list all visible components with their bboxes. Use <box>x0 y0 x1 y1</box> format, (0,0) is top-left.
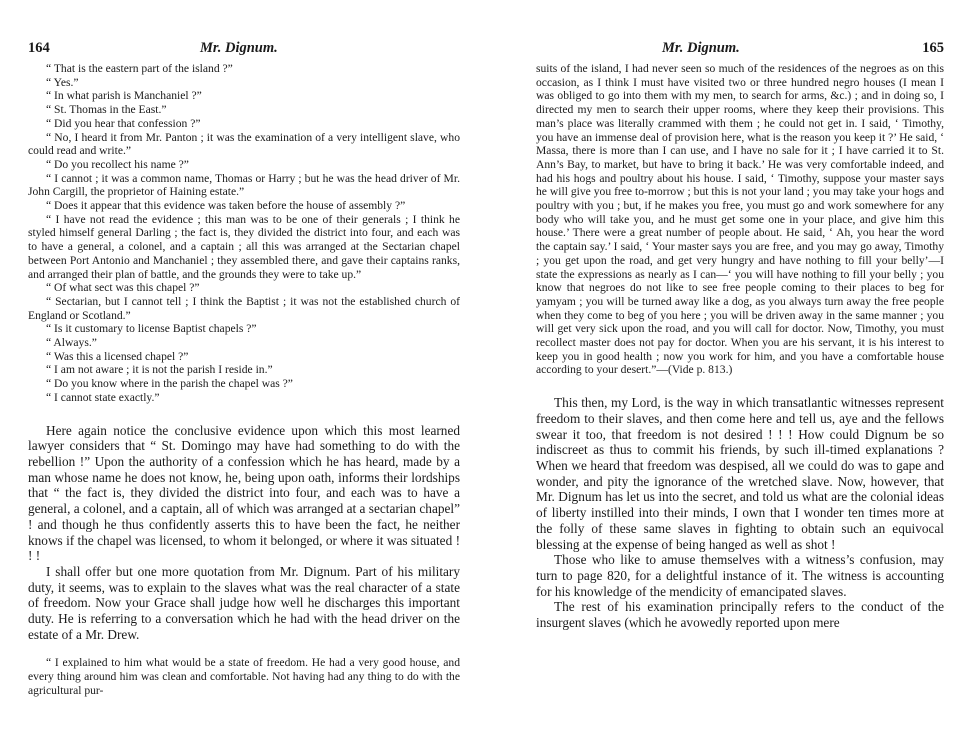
dialogue-line: “ Of what sect was this chapel ?” <box>46 281 200 295</box>
quote-block <box>536 62 944 377</box>
right-page <box>536 0 944 756</box>
paragraph: This then, my Lord, is the way in which transatlantic witnesses represent freedom to their slaves, and then come here and tell us, aye and the fellows swear it too, that freedom is not desired ! ! ! How could Dignum be so indiscreet as thus to commit his friends, by such ill-timed explanations ? When we heard that freedom was despised, all we could do was to gape and wonder, and pity the ignorance of the wretched slave. Now, however, that Mr. Dignum has let us into the secret, and told us what are the colonial ideas of liberty instilled into their minds, I own that I wonder ten times more at the folly of these same slaves in fighting to obtain such an equivocal blessing at the expense of being hanged as well as shot ! <box>536 395 944 552</box>
left-page <box>28 0 460 756</box>
quote-paragraph: “ I explained to him what would be a state of freedom. He had a very good house, and every thing around him was clean and comfortable. Not having had any thing to do with the agricultural pur- <box>28 656 460 697</box>
left-page-body <box>28 62 460 698</box>
paragraph: Here again notice the conclusive evidence upon which this most learned lawyer considers that “ St. Domingo may have had something to do with the rebellion !” Upon the authority of a confession which he has heard, made by a man whose name he does not know, he, being upon oath, informs their lordships that “ the fact is, they divided the district into four, and each was to have a general, a colonel, and a captain, all of which was arranged at a sectarian chapel” ! and though he thus confidently asserts this to have been the fact, he neither knows if the chapel was licensed, to whom it belonged, or where it was situated ! ! ! <box>28 422 460 564</box>
spacer <box>28 642 460 656</box>
commentary-block <box>536 395 944 631</box>
dialogue-line: “ I cannot state exactly.” <box>46 390 160 404</box>
dialogue-line: “ I have not read the evidence ; this man was to be one of their generals ; I think he styled himself general Darling ; the fact is, they divided the district into four, and each was to have a general, a colonel, and a captain ; all this was arranged at the Sectarian chapel between Port Antonio and Manchaniel ; they assembled there, and gave their captains ranks, and arranged their plan of battle, and the grounds they were to take up.” <box>28 212 460 281</box>
dialogue-line: “ Did you hear that confession ?” <box>46 116 201 130</box>
paragraph: The rest of his examination principally refers to the conduct of the insurgent slaves (which he avowedly reported upon mere <box>536 599 944 631</box>
spacer <box>28 405 460 423</box>
paragraph: Those who like to amuse themselves with a witness’s confusion, may turn to page 820, for a delightful instance of it. The witness is accounting for his knowledge of the mendicity of emancipated slaves. <box>536 552 944 599</box>
dialogue-line: “ I am not aware ; it is not the parish I reside in.” <box>46 363 273 377</box>
running-head: Mr. Dignum. <box>200 40 278 56</box>
page-number: 164 <box>28 40 50 56</box>
dialogue-line: “ Sectarian, but I cannot tell ; I think the Baptist ; it was not the established church of England or Scotland.” <box>28 294 460 322</box>
dialogue-line: “ St. Thomas in the East.” <box>46 103 167 117</box>
running-head: Mr. Dignum. <box>662 40 740 56</box>
dialogue-line: “ Do you know where in the parish the chapel was ?” <box>46 377 293 391</box>
dialogue-line: “ That is the eastern part of the island ?” <box>46 62 233 75</box>
dialogue-line: “ Is it customary to license Baptist chapels ?” <box>46 322 257 336</box>
quote-paragraph: suits of the island, I had never seen so much of the residences of the negroes as on this occasion, as I think I must have visited two or three hundred negro houses (I mean I was obliged to go into them with my men, to search for arms, &c.) ; and in doing so, I directed my men to search their upper rooms, where they keep their provisions. This man’s place was literally crammed with them ; he could not get in. I said, ‘ Timothy, you have an immense deal of provision here, what is the reason you keep it ?’ He said, ‘ Massa, there is more than I can use, and I have no sale for it ; I have carried it to St. Ann’s Bay, to market, but have to bring it back.’ He was very comfortable indeed, and had his hogs and poultry about his house. I said, ‘ Timothy, suppose your master says he will give you free to-morrow ; but this is not your land ; you may take your hogs and poultry with you ; but, if he makes you free, you must go and work somewhere for any body who will take you, and he must get some one in your place, and give him this house.’ There were a great number of people about. He said, ‘ Ah, you hear the word the captain say.’ I said, ‘ Your master says you are free, and you may go away, Timothy ; you get upon the road, and get very hungry and have nothing to fill your belly’—I state the expressions as nearly as I can—‘ you will have nothing to fill your belly ; you know that negroes do not like to see free people coming to their places to beg for yamyam ; you will be turned away like a dog, as you always turn away the free people when they come to beg of you here ; you will be driven away in the same manner ; you will get very sick upon the road, and you will call for doctor. Now, Timothy, you must recollect master does not pay for doctor. When you are his servant, it is his interest to keep you in good health ; now you work for him, and you have a comfortable house according to your desert.”—(Vide p. 813.) <box>536 62 944 377</box>
commentary-block <box>28 423 460 643</box>
dialogue-line: “ No, I heard it from Mr. Panton ; it was the examination of a very intelligent slave, who could read and write.” <box>28 130 460 158</box>
dialogue-line: “ In what parish is Manchaniel ?” <box>46 89 202 103</box>
dialogue-line: “ Always.” <box>46 336 97 350</box>
dialogue-line: “ Was this a licensed chapel ?” <box>46 349 189 363</box>
paragraph: I shall offer but one more quotation from Mr. Dignum. Part of his military duty, it seems, was to explain to the slaves what was the real character of a state of freedom. Now your Grace shall judge how well he discharges this important duty. He is referring to a conversation which he had with the head driver on the estate of a Mr. Drew. <box>28 563 460 642</box>
dialogue-line: “ Do you recollect his name ?” <box>46 157 189 171</box>
dialogue-block <box>28 62 460 405</box>
quote-block <box>28 656 460 697</box>
right-page-body <box>536 62 944 631</box>
dialogue-line: “ Yes.” <box>46 75 79 89</box>
right-page-header <box>536 40 944 60</box>
page-number: 165 <box>922 40 944 56</box>
dialogue-line: “ Does it appear that this evidence was taken before the house of assembly ?” <box>46 199 406 213</box>
spacer <box>536 377 944 395</box>
dialogue-line: “ I cannot ; it was a common name, Thomas or Harry ; but he was the head driver of Mr. John Cargill, the proprietor of Haining estate.” <box>28 171 460 199</box>
left-page-header <box>28 40 460 60</box>
